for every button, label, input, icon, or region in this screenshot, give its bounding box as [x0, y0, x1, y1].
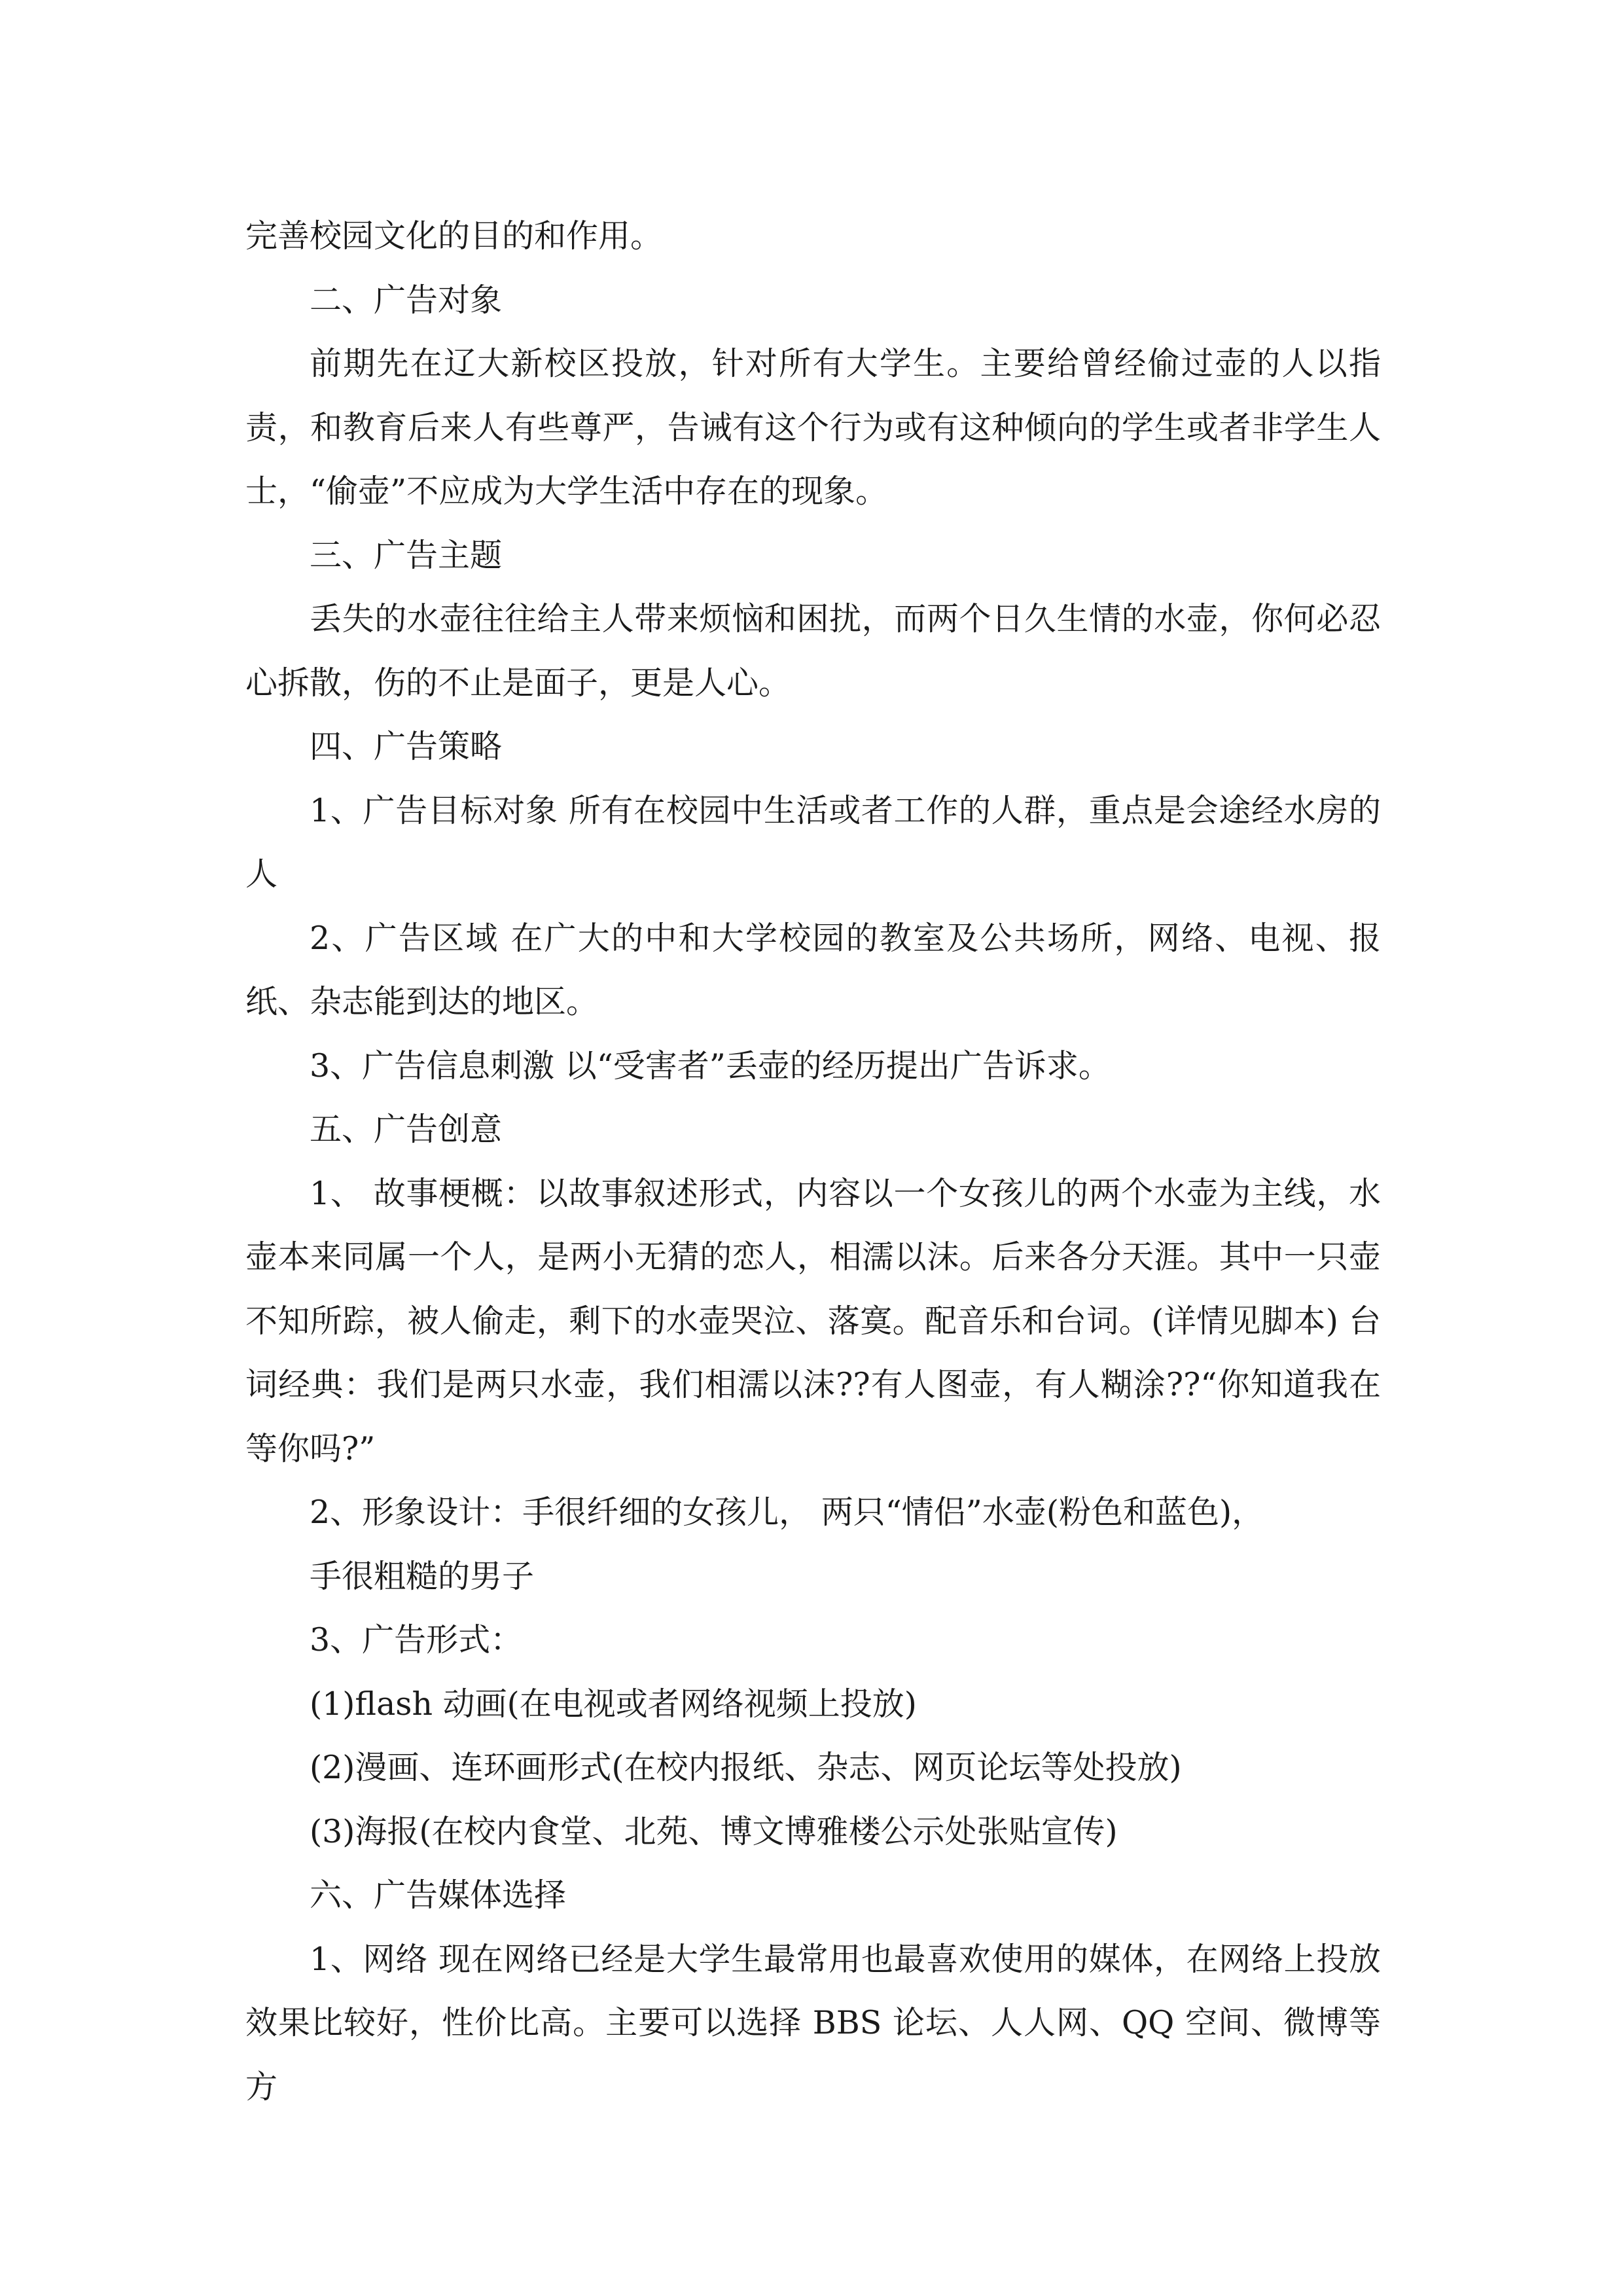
paragraph-theme: 丢失的水壶往往给主人带来烦恼和困扰，而两个日久生情的水壶，你何必忍心拆散，伤的不止是面子，更是人心。 [245, 600, 1381, 702]
paragraph-strategy-region: 2、广告区域 在广大的中和大学校园的教室及公共场所，网络、电视、报纸、杂志能到达的地区。 [245, 919, 1381, 1020]
paragraph-audience: 前期先在辽大新校区投放，针对所有大学生。主要给曾经偷过壶的人以指责，和教育后来人有些尊严，告诫有这个行为或有这种倾向的学生或者非学生人士，“偷壶”不应成为大学生活中存在的现象。 [245, 345, 1381, 510]
section-heading-audience: 二、广告对象 [310, 281, 503, 319]
section-heading-theme: 三、广告主题 [310, 536, 503, 574]
paragraph-creative-story: 1、 故事梗概：以故事叙述形式，内容以一个女孩儿的两个水壶为主线，水壶本来同属一个人，是两小无猜的恋人，相濡以沫。后来各分天涯。其中一只壶不知所踪，被人偷走，剩下的水壶哭泣、落寞。配音乐和台词。(详情见脚本) 台词经典：我们是两只水壶，我们相濡以沫??有人图壶，有人糊涂??“你知道我在等你吗?” [245, 1174, 1381, 1467]
paragraph-media-network: 1、网络 现在网络已经是大学生最常用也最喜欢使用的媒体，在网络上投放效果比较好，性价比高。主要可以选择 BBS 论坛、人人网、QQ 空间、微博等方 [245, 1940, 1381, 2106]
paragraph-creative-image: 2、形象设计：手很纤细的女孩儿， 两只“情侣”水壶(粉色和蓝色)， [310, 1494, 1264, 1531]
list-item-poster: (3)海报(在校内食堂、北苑、博文博雅楼公示处张贴宣传) [310, 1812, 1118, 1850]
paragraph-creative-image-cont: 手很粗糙的男子 [310, 1557, 535, 1595]
list-item-comic: (2)漫画、连环画形式(在校内报纸、杂志、网页论坛等处投放) [310, 1749, 1182, 1786]
list-item-flash: (1)flash 动画(在电视或者网络视频上投放) [310, 1685, 917, 1723]
paragraph-creative-form: 3、广告形式： [310, 1621, 523, 1659]
section-heading-strategy: 四、广告策略 [310, 728, 503, 765]
document-body [245, 204, 1381, 2119]
paragraph-strategy-target: 1、广告目标对象 所有在校园中生活或者工作的人群，重点是会途经水房的人 [245, 791, 1381, 893]
section-heading-creative: 五、广告创意 [310, 1111, 503, 1148]
section-heading-media: 六、广告媒体选择 [310, 1876, 567, 1914]
paragraph-continuation: 完善校园文化的目的和作用。 [245, 217, 663, 255]
paragraph-strategy-stimulus: 3、广告信息刺激 以“受害者”丢壶的经历提出广告诉求。 [310, 1047, 1111, 1085]
